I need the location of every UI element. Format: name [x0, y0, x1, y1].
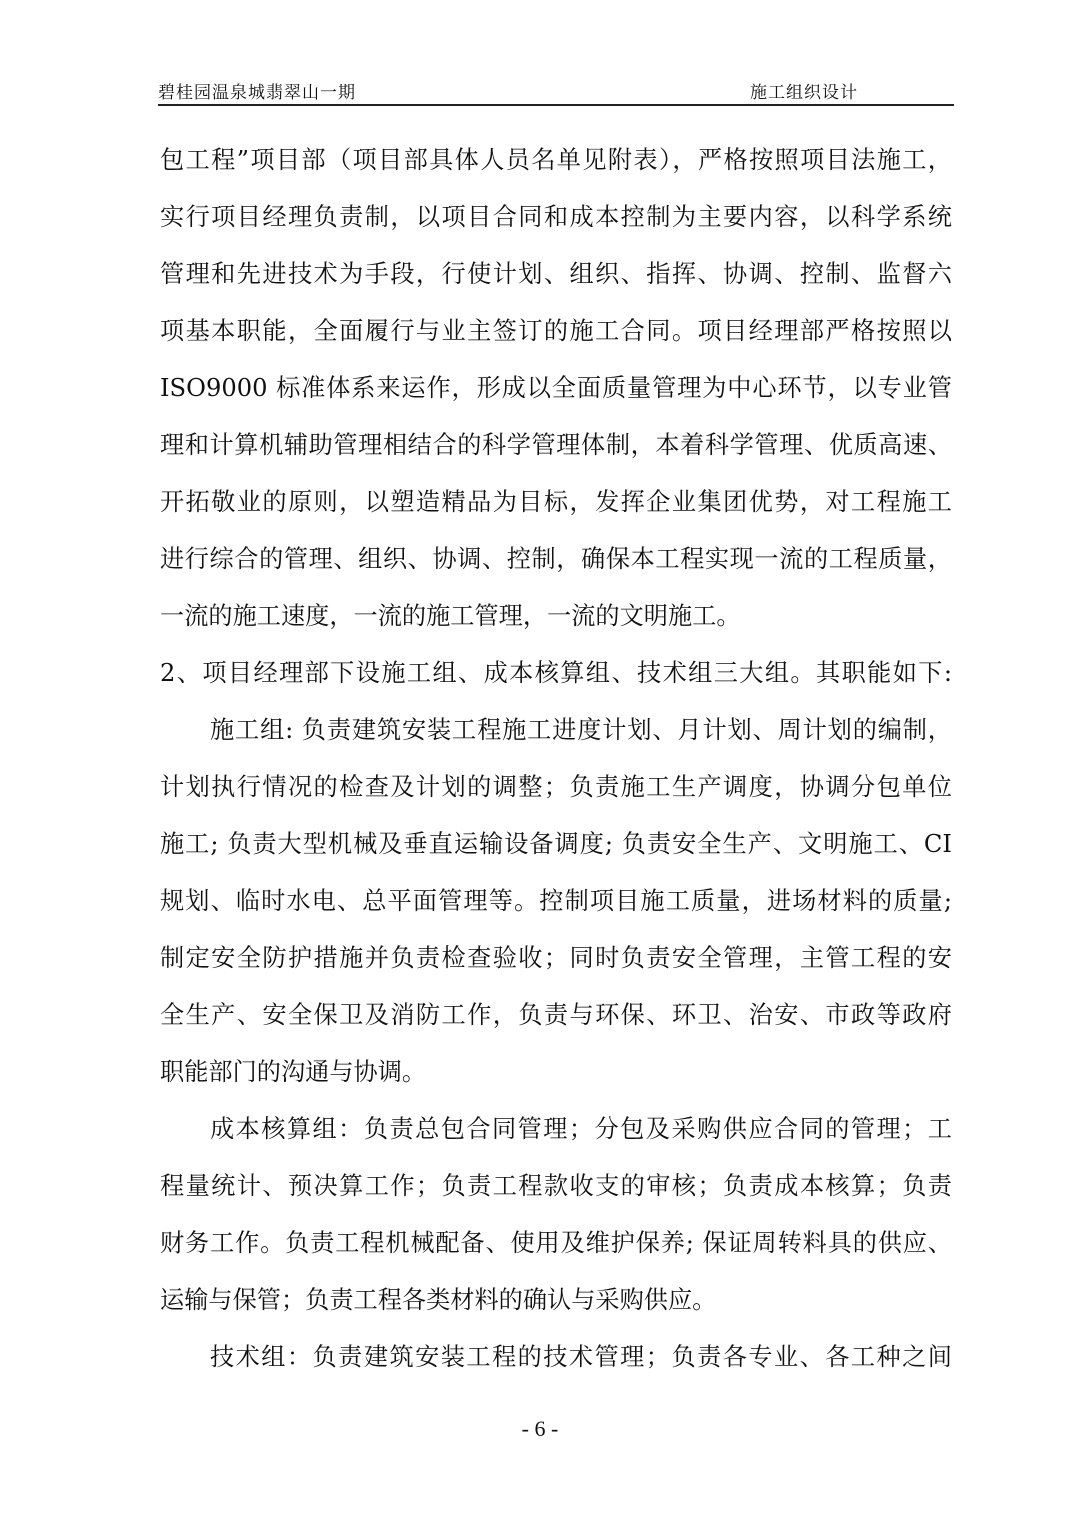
- header-project-name: 碧桂园温泉城翡翠山一期: [158, 83, 356, 103]
- text-line: 成本核算组：负责总包合同管理；分包及采购供应合同的管理；工: [210, 1115, 952, 1143]
- text-line: 一流的施工速度，一流的施工管理，一流的文明施工。: [160, 602, 741, 630]
- text-line: 财务工作。负责工程机械配备、使用及维护保养; 保证周转料具的供应、: [160, 1229, 952, 1257]
- header-document-title: 施工组织设计: [750, 83, 858, 103]
- text-line: 施工; 负责大型机械及垂直运输设备调度; 负责安全生产、文明施工、CI: [160, 830, 952, 858]
- text-line: 运输与保管；负责工程各类材料的确认与采购供应。: [160, 1286, 717, 1314]
- text-line: 管理和先进技术为手段，行使计划、组织、指挥、协调、控制、监督六: [160, 260, 952, 288]
- text-line: 制定安全防护措施并负责检查验收；同时负责安全管理，主管工程的安: [160, 944, 952, 972]
- text-line: 程量统计、预决算工作；负责工程款收支的审核；负责成本核算；负责: [160, 1172, 952, 1200]
- text-line: 实行项目经理负责制，以项目合同和成本控制为主要内容，以科学系统: [160, 203, 952, 231]
- text-line: 技术组：负责建筑安装工程的技术管理；负责各专业、各工种之间: [210, 1343, 952, 1371]
- text-line: 计划执行情况的检查及计划的调整；负责施工生产调度，协调分包单位: [160, 773, 952, 801]
- text-line: 全生产、安全保卫及消防工作，负责与环保、环卫、治安、市政等政府: [160, 1001, 952, 1029]
- text-line: ISO9000 标准体系来运作，形成以全面质量管理为中心环节，以专业管: [160, 374, 952, 402]
- text-line: 理和计算机辅助管理相结合的科学管理体制，本着科学管理、优质高速、: [160, 431, 952, 459]
- body-text: [160, 138, 952, 1392]
- section-heading-line: 2、项目经理部下设施工组、成本核算组、技术组三大组。其职能如下:: [160, 659, 952, 687]
- page-header: [158, 74, 954, 106]
- page-number: - 6 -: [521, 1416, 559, 1441]
- text-line: 进行综合的管理、组织、协调、控制，确保本工程实现一流的工程质量，: [160, 545, 952, 573]
- text-line: 施工组: 负责建筑安装工程施工进度计划、月计划、周计划的编制，: [210, 716, 952, 744]
- text-line: 职能部门的沟通与协调。: [160, 1058, 427, 1086]
- text-line: 规划、临时水电、总平面管理等。控制项目施工质量，进场材料的质量;: [160, 887, 952, 915]
- text-line: 包工程”项目部（项目部具体人员名单见附表），严格按照项目法施工，: [160, 146, 952, 174]
- text-line: 开拓敬业的原则，以塑造精品为目标，发挥企业集团优势，对工程施工: [160, 488, 952, 516]
- text-line: 项基本职能，全面履行与业主签订的施工合同。项目经理部严格按照以: [160, 317, 952, 345]
